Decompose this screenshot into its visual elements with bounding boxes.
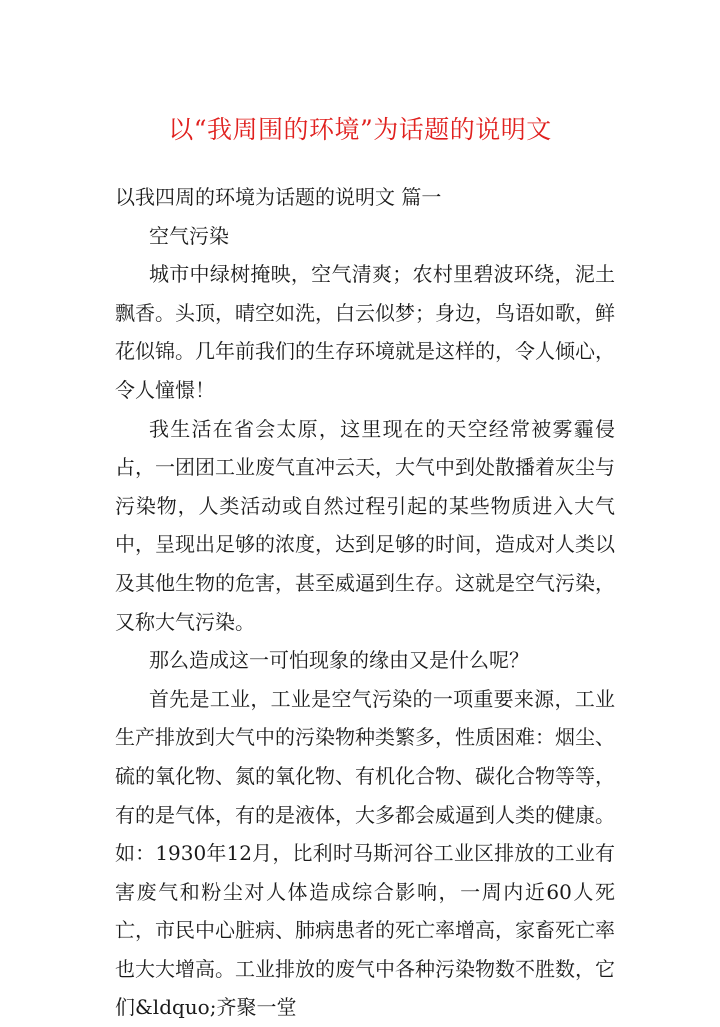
paragraph-heading: 空气污染 bbox=[149, 223, 229, 248]
page-title: 以“我周围的环境”为话题的说明文 bbox=[168, 115, 552, 144]
paragraph: 那么造成这一可怕现象的缘由又是什么呢？ bbox=[149, 648, 529, 673]
paragraph: 城市中绿树掩映，空气清爽；农村里碧波环绕，泥土飘香。头顶，晴空如洗，白云似梦；身边，鸟语如歌，鲜花似锦。几年前我们的生存环境就是这样的，令人倾心，令人憧憬！ bbox=[115, 262, 615, 402]
paragraph: 首先是工业，工业是空气污染的一项重要来源，工业生产排放到大气中的污染物种类繁多，性质困难：烟尘、硫的氧化物、氮的氧化物、有机化合物、碳化合物等等，有的是气体，有的是液体，大多都会威逼到人类的健康。如：1930年12月，比利时马斯河谷工业区排放的工业有害废气和粉尘对人体造成综合影响，一周内近60人死亡，市民中心脏病、肺病患者的死亡率增高，家畜死亡率也大大增高。工业排放的废气中各种污染物数不胜数，它们&ldquo;齐聚一堂 bbox=[115, 686, 615, 1020]
section-heading: 以我四周的环境为话题的说明文 篇一 bbox=[115, 185, 442, 209]
document-body bbox=[115, 178, 615, 1027]
paragraph: 我生活在省会太原，这里现在的天空经常被雾霾侵占，一团团工业废气直冲云天，大气中到处散播着灰尘与污染物，人类活动或自然过程引起的某些物质进入大气中，呈现出足够的浓度，达到足够的时间，造成对人类以及其他生物的危害，甚至威逼到生存。这就是空气污染，又称大气污染。 bbox=[115, 416, 615, 634]
